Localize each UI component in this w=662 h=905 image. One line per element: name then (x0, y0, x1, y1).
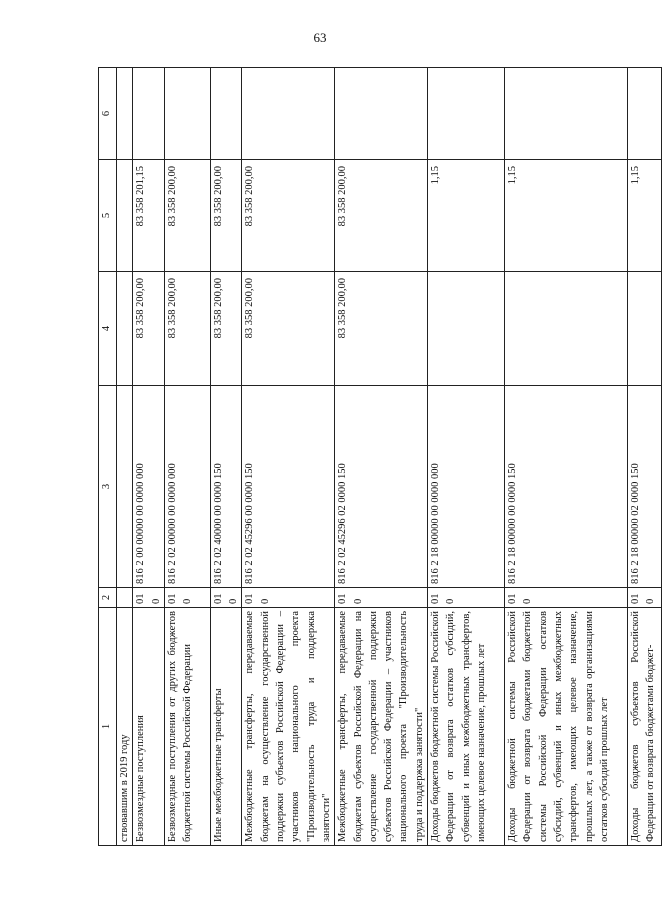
row-amount-actual: 1,15 (428, 160, 505, 272)
row-description: Безвозмездные поступления от других бюджетов бюджетной системы Российской Федерации (164, 608, 210, 846)
table-row (164, 68, 210, 846)
row-amount-planned (628, 272, 662, 386)
table-container (98, 68, 657, 846)
table-row (117, 68, 133, 846)
row-classification: 816 2 02 45296 00 0000 150 (242, 386, 335, 588)
row-classification: 816 2 02 45296 02 0000 150 (335, 386, 428, 588)
row-description: Межбюджетные трансферты, передаваемые бюджетам на осуществление государственной поддержки субъектов Российской Федерации – участников национального проекта "Производительность труда и поддержка занятости" (242, 608, 335, 846)
row-amount-actual: 1,15 (505, 160, 628, 272)
row-amount-actual: 83 358 201,15 (133, 160, 165, 272)
table-row (242, 68, 335, 846)
row-amount-actual: 83 358 200,00 (210, 160, 242, 272)
row-code: 010 (505, 588, 628, 608)
row-amount-actual: 83 358 200,00 (164, 160, 210, 272)
row-amount-planned: 83 358 200,00 (242, 272, 335, 386)
table-row (335, 68, 428, 846)
row-classification: 816 2 18 00000 00 0000 150 (505, 386, 628, 588)
row-col6 (242, 68, 335, 160)
table-row (210, 68, 242, 846)
row-description: Доходы бюджетов бюджетной системы Российской Федерации от возврата остатков субсидий, субвенций и иных межбюджетных трансфертов, имеющих целевое назначение, прошлых лет (428, 608, 505, 846)
header-cell-6: 6 (99, 68, 117, 160)
row-classification: 816 2 00 00000 00 0000 000 (133, 386, 165, 588)
row-amount-actual: 83 358 200,00 (335, 160, 428, 272)
row-col6 (428, 68, 505, 160)
row-code: 010 (628, 588, 662, 608)
row-amount-planned (117, 272, 133, 386)
row-col6 (210, 68, 242, 160)
header-cell-5: 5 (99, 160, 117, 272)
row-classification: 816 2 02 00000 00 0000 000 (164, 386, 210, 588)
row-code: 010 (428, 588, 505, 608)
header-cell-2: 2 (99, 588, 117, 608)
row-code: 010 (210, 588, 242, 608)
row-description: Межбюджетные трансферты, передаваемые бюджетам субъектов Российской Федерации на осуществление государственной поддержки субъектов Российской Федерации – участников национального проекта "Производительность труда и поддержка занятости" (335, 608, 428, 846)
row-code: 010 (335, 588, 428, 608)
header-cell-3: 3 (99, 386, 117, 588)
table-row (505, 68, 628, 846)
row-col6 (133, 68, 165, 160)
header-cell-4: 4 (99, 272, 117, 386)
row-amount-planned (505, 272, 628, 386)
header-row (99, 68, 117, 846)
row-code (117, 588, 133, 608)
table-row (428, 68, 505, 846)
row-classification: 816 2 18 00000 00 0000 000 (428, 386, 505, 588)
row-amount-planned (428, 272, 505, 386)
row-amount-planned: 83 358 200,00 (335, 272, 428, 386)
row-classification: 816 2 18 00000 02 0000 150 (628, 386, 662, 588)
header-cell-1: 1 (99, 608, 117, 846)
table-row (133, 68, 165, 846)
row-amount-actual (117, 160, 133, 272)
row-amount-planned: 83 358 200,00 (210, 272, 242, 386)
row-code: 010 (242, 588, 335, 608)
row-col6 (117, 68, 133, 160)
row-description: Доходы бюджетов субъектов Российской Федерации от возврата бюджетами бюджет- (628, 608, 662, 846)
row-description: Доходы бюджетной системы Российской Федерации от возврата бюджетами бюджетной системы Российской Федерации остатков субсидий, субвенций и иных межбюджетных трансфертов, имеющих целевое назначение, прошлых лет, а также от возврата организациями остатков субсидий прошлых лет (505, 608, 628, 846)
row-amount-planned: 83 358 200,00 (164, 272, 210, 386)
row-classification: 816 2 02 40000 00 0000 150 (210, 386, 242, 588)
row-amount-actual: 83 358 200,00 (242, 160, 335, 272)
row-description: ствовавшим в 2019 году (117, 608, 133, 846)
row-col6 (164, 68, 210, 160)
row-description: Иные межбюджетные трансферты (210, 608, 242, 846)
row-classification (117, 386, 133, 588)
row-col6 (335, 68, 428, 160)
table-row (628, 68, 662, 846)
row-amount-planned: 83 358 200,00 (133, 272, 165, 386)
budget-table (98, 67, 662, 846)
row-code: 010 (164, 588, 210, 608)
row-col6 (628, 68, 662, 160)
row-description: Безвозмездные поступления (133, 608, 165, 846)
row-amount-actual: 1,15 (628, 160, 662, 272)
page-number: 63 (313, 30, 327, 45)
rotated-table-frame (98, 68, 657, 846)
row-col6 (505, 68, 628, 160)
row-code: 010 (133, 588, 165, 608)
